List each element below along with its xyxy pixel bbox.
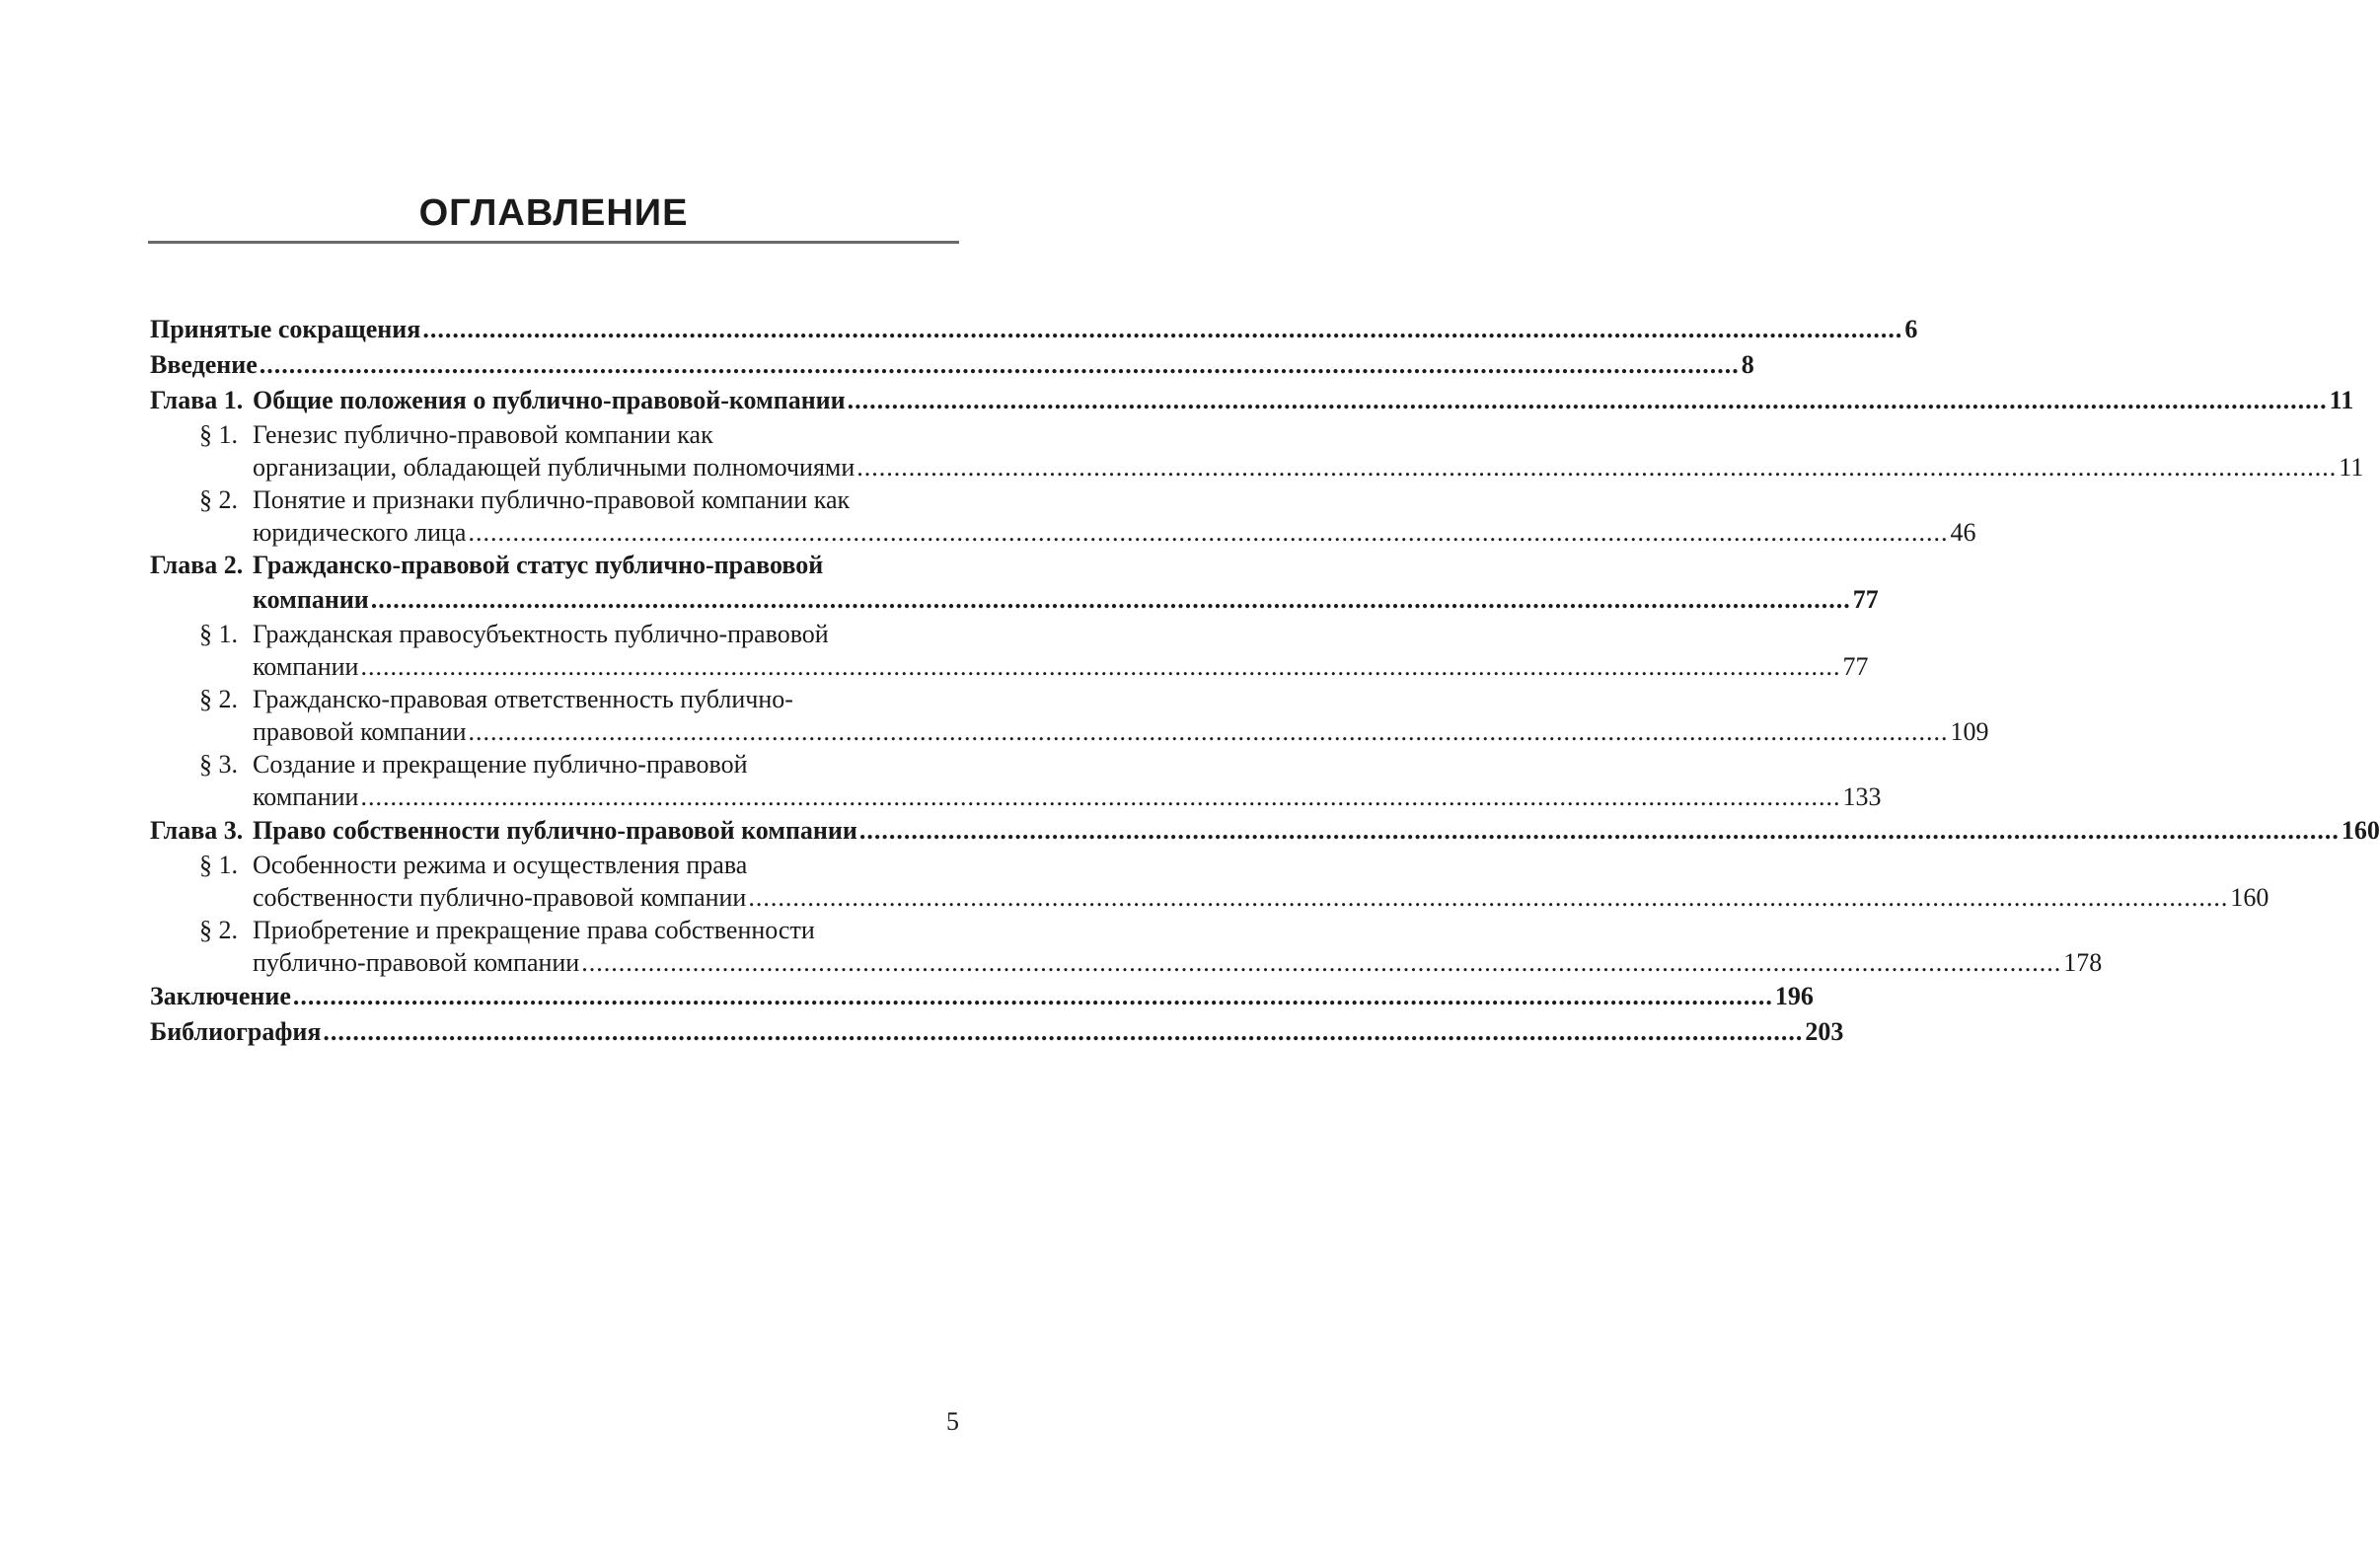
dot-leader: ........................................................................................................................................................................................................ [847,386,2328,414]
toc-line [150,914,957,946]
dot-leader: ........................................................................................................................................................................................................ [360,782,1841,811]
toc-entry-title: Гражданская правосубъектность публично-правовой [253,620,829,648]
toc-line [150,683,957,715]
toc-entry[interactable] [150,813,2380,849]
toc-entry-title: компании [253,782,359,811]
toc-entry-title: Генезис публично-правовой компании как [253,420,713,449]
dot-leader: ........................................................................................................................................................................................................ [856,453,2338,482]
toc-entry-number: Глава 3. [150,816,244,845]
toc-entry-title: Особенности режима и осуществления права [253,851,748,879]
toc-entry-title: юридического лица [253,518,467,547]
title-rule [148,241,959,244]
toc-entry-title: правовой компании [253,717,467,746]
dot-leader: ........................................................................................................................................................................................................ [370,585,1851,614]
toc-entry[interactable] [150,1014,1844,1050]
toc-entry[interactable] [150,312,1918,347]
toc-page-number: 6 [1904,315,1918,343]
toc-page-number: 196 [1774,982,1814,1010]
toc-page-number: 160 [2230,883,2269,912]
toc-line [150,1014,1844,1050]
toc-line [150,849,957,881]
dot-leader: ........................................................................................................................................................................................................ [858,816,2340,845]
toc-entry-title: Понятие и признаки публично-правовой компании как [253,485,851,514]
toc-entry[interactable] [150,483,1976,549]
toc-entry-title: Принятые сокращения [150,312,422,347]
toc-line [150,516,1976,549]
toc-line [150,618,957,650]
toc-entry-title: компании [253,652,359,681]
toc-page-number: 109 [1950,717,1989,746]
toc-entry-number: Глава 1. [150,386,244,414]
dot-leader: ........................................................................................................................................................................................................ [292,982,1773,1010]
dot-leader: ........................................................................................................................................................................................................ [468,518,1949,547]
toc-entry-title: Гражданско-правовая ответственность публично- [253,685,793,713]
toc-entry[interactable] [150,383,2354,418]
toc-line [150,312,1918,347]
page-title: ОГЛАВЛЕНИЕ [418,192,689,234]
toc-entry[interactable] [150,914,2103,979]
toc-line [150,483,957,516]
toc-line [150,347,1754,383]
dot-leader: ........................................................................................................................................................................................................ [581,948,2062,977]
toc-entry-number: § 3. [199,750,238,779]
toc-line [150,418,957,451]
dot-leader: ........................................................................................................................................................................................................ [259,350,1740,379]
toc-entry-title: Приобретение и прекращение права собственности [253,916,815,944]
toc-line [150,715,1989,748]
toc-entry[interactable] [150,418,2364,483]
dot-leader: ........................................................................................................................................................................................................ [468,717,1949,746]
toc-entry[interactable] [150,849,2269,914]
toc-entry-title: публично-правовой компании [253,948,580,977]
toc-entry-number: Глава 2. [150,551,244,579]
toc-entry-number: § 2. [199,485,238,514]
toc-page-number: 11 [2329,386,2354,414]
toc-entry-title: организации, обладающей публичными полномочиями [253,453,855,482]
dot-leader: ........................................................................................................................................................................................................ [323,1017,1804,1046]
toc-entry[interactable] [150,347,1754,383]
toc-line [150,881,2269,914]
toc-entry-title: компании [253,582,371,618]
toc-page-number: 46 [1950,518,1976,547]
toc-entry-title: Библиография [150,1014,323,1050]
toc-entry[interactable] [150,683,1989,748]
dot-leader: ........................................................................................................................................................................................................ [748,883,2229,912]
toc-entry-title: Право собственности публично-правовой компании [253,813,859,849]
toc-line [150,650,1869,683]
toc-page-number: 203 [1805,1017,1844,1046]
dot-leader: ........................................................................................................................................................................................................ [360,652,1841,681]
toc-entry[interactable] [150,979,1814,1014]
toc-entry[interactable] [150,618,1869,683]
toc-entry-number: § 1. [199,420,238,449]
toc-line [150,383,2354,418]
toc-entry-number: § 2. [199,916,238,944]
toc-entry-title: Заключение [150,979,293,1014]
table-of-contents [150,312,2380,1050]
toc-entry[interactable] [150,549,1879,618]
toc-page-number: 178 [2063,948,2103,977]
toc-page-number: 77 [1852,585,1879,614]
toc-entry-title: собственности публично-правовой компании [253,883,747,912]
toc-page-number: 133 [1842,782,1882,811]
toc-line [150,780,1882,813]
toc-entry-number: § 1. [199,851,238,879]
toc-line [150,979,1814,1014]
toc-page-number: 8 [1741,350,1754,379]
toc-line [150,748,957,780]
page-number: 5 [946,1407,959,1436]
toc-entry-title: Общие положения о публично-правовой-компании [253,383,848,418]
toc-line [150,582,1879,618]
toc-entry-title: Введение [150,347,260,383]
toc-line [150,549,957,582]
toc-entry[interactable] [150,748,1882,813]
toc-entry-title: Создание и прекращение публично-правовой [253,750,748,779]
toc-entry-number: § 1. [199,620,238,648]
toc-entry-title: Гражданско-правовой статус публично-правовой [253,551,824,579]
toc-line [150,451,2364,483]
toc-page-number: 11 [2339,453,2364,482]
toc-page-number: 160 [2341,816,2380,845]
toc-entry-number: § 2. [199,685,238,713]
dot-leader: ........................................................................................................................................................................................................ [422,315,1903,343]
toc-page-number: 77 [1842,652,1869,681]
toc-line [150,946,2103,979]
toc-line [150,813,2380,849]
